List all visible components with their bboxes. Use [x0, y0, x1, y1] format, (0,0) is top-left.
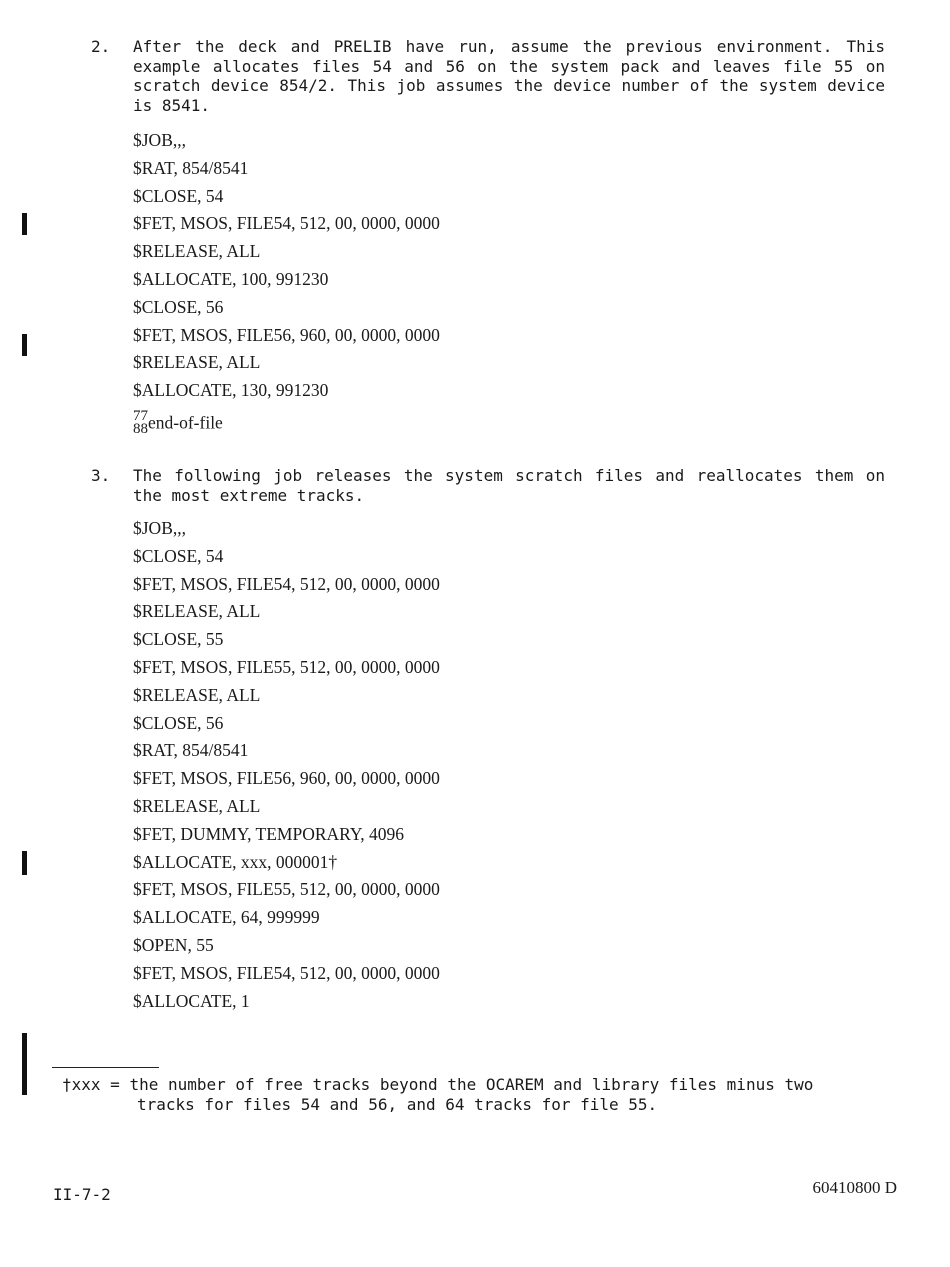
code-line: $FET, MSOS, FILE56, 960, 00, 0000, 0000 [133, 324, 440, 345]
code-listing [133, 127, 440, 405]
code-line: $RAT, 854/8541 [133, 740, 249, 761]
eof-upper-digits: 77 [133, 408, 148, 424]
footnote [62, 1075, 882, 1114]
code-line: $RAT, 854/8541 [133, 157, 249, 178]
code-line: $FET, DUMMY, TEMPORARY, 4096 [133, 823, 404, 844]
code-line: $ALLOCATE, xxx, 000001† [133, 851, 338, 872]
code-line: $RELEASE, ALL [133, 241, 261, 262]
eof-lower-digits: 88 [133, 421, 148, 437]
code-line: $ALLOCATE, 64, 999999 [133, 907, 320, 928]
footnote-marker: †xxx = [62, 1075, 130, 1094]
code-line: $FET, MSOS, FILE54, 512, 00, 0000, 0000 [133, 962, 440, 983]
code-line: $RELEASE, ALL [133, 684, 261, 705]
code-line: $RELEASE, ALL [133, 795, 261, 816]
code-line: $RELEASE, ALL [133, 352, 261, 373]
change-bar [22, 334, 27, 356]
eof-label: end-of-file [148, 412, 223, 433]
item-paragraph: After the deck and PRELIB have run, assume the previous environment. This example allocates files 54 and 56 on the system pack and leaves file 55 on scratch device 854/2. This job assumes the device number of the system device is 8541. [133, 37, 885, 115]
code-line: $FET, MSOS, FILE55, 512, 00, 0000, 0000 [133, 879, 440, 900]
code-line: $ALLOCATE, 100, 991230 [133, 268, 329, 289]
footnote-line: tracks for files 54 and 56, and 64 tracks for file 55. [137, 1094, 658, 1114]
footnote-line: the number of free tracks beyond the OCAREM and library files minus two [129, 1075, 814, 1094]
item-number: 2. [91, 37, 111, 56]
code-line: $CLOSE, 56 [133, 296, 224, 317]
code-line: $FET, MSOS, FILE56, 960, 00, 0000, 0000 [133, 768, 440, 789]
code-line: $CLOSE, 54 [133, 545, 224, 566]
code-line: $OPEN, 55 [133, 934, 214, 955]
item-paragraph: The following job releases the system scratch files and reallocates them on the most extreme tracks. [133, 466, 885, 505]
code-line: $CLOSE, 55 [133, 629, 224, 650]
page-number: II-7-2 [53, 1185, 111, 1204]
footnote-rule [52, 1067, 159, 1068]
code-line: $FET, MSOS, FILE54, 512, 00, 0000, 0000 [133, 213, 440, 234]
code-line: $FET, MSOS, FILE54, 512, 00, 0000, 0000 [133, 573, 440, 594]
document-number: 60410800 D [812, 1178, 897, 1197]
code-line: $RELEASE, ALL [133, 601, 261, 622]
code-line: $CLOSE, 54 [133, 185, 224, 206]
code-line: $ALLOCATE, 130, 991230 [133, 380, 329, 401]
code-line: $ALLOCATE, 1 [133, 990, 250, 1011]
end-of-file-marker [133, 410, 223, 436]
code-line: $JOB,,, [133, 518, 186, 538]
change-bar [22, 851, 27, 875]
code-line: $CLOSE, 56 [133, 712, 224, 733]
code-line: $JOB,,, [133, 130, 186, 150]
item-number: 3. [91, 466, 111, 485]
code-line: $FET, MSOS, FILE55, 512, 00, 0000, 0000 [133, 656, 440, 677]
change-bar [22, 213, 27, 235]
code-listing [133, 515, 440, 1015]
change-bar [22, 1033, 27, 1095]
